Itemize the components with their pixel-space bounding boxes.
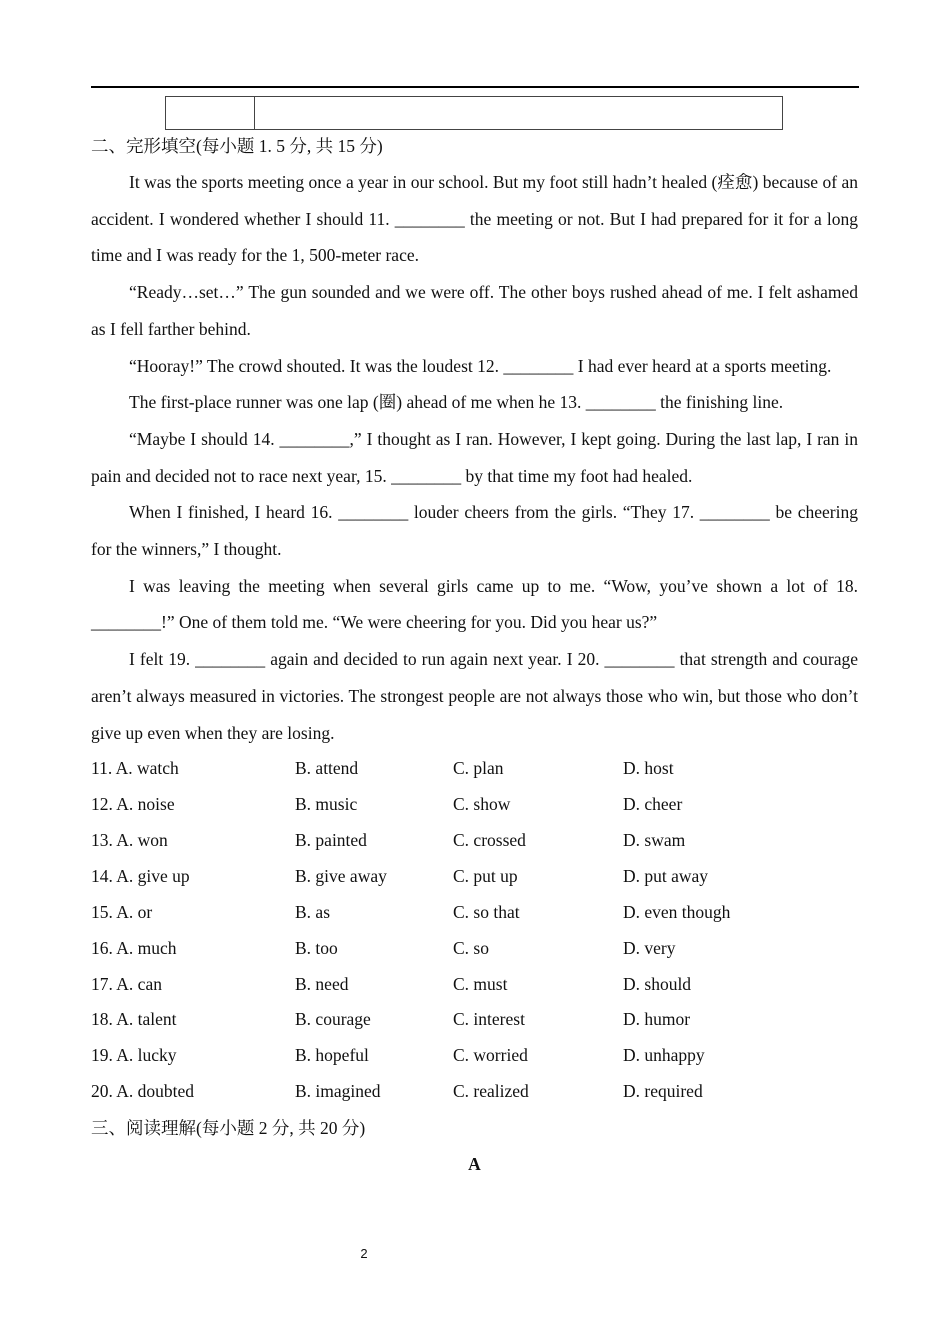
- option-d: D. very: [623, 937, 676, 958]
- option-a: 11. A. watch: [91, 758, 179, 779]
- reading-part-letter: A: [468, 1154, 481, 1175]
- section3-heading: 三、阅读理解(每小题 2 分, 共 20 分): [91, 1118, 366, 1139]
- option-c: C. so: [453, 937, 489, 958]
- option-d: D. swam: [623, 830, 686, 851]
- section2-heading: 二、完形填空(每小题 1. 5 分, 共 15 分): [91, 136, 383, 156]
- option-d: D. host: [623, 758, 674, 779]
- option-a: 16. A. much: [91, 937, 177, 958]
- score-box-label-cell: [166, 97, 255, 129]
- passage-paragraph: I felt 19. ________ again and decided to run again next year. I 20. ________ that strength and courage aren’t always measured in victories. The strongest people are not always those who win, but those who don’t give up even when they are losing.: [91, 649, 858, 743]
- option-d: D. put away: [623, 865, 709, 886]
- option-c: C. realized: [453, 1081, 529, 1102]
- option-b: B. painted: [295, 830, 367, 851]
- option-a: 12. A. noise: [91, 794, 175, 815]
- option-d: D. cheer: [623, 794, 683, 815]
- option-c: C. must: [453, 973, 508, 994]
- option-a: 19. A. lucky: [91, 1045, 177, 1066]
- option-row: [91, 859, 858, 895]
- score-box-value-cell: [255, 97, 782, 129]
- option-row: [91, 751, 858, 787]
- option-a: 18. A. talent: [91, 1009, 177, 1030]
- option-d: D. humor: [623, 1009, 691, 1030]
- header-rule: [91, 86, 859, 88]
- option-c: C. crossed: [453, 830, 526, 851]
- page-content: [91, 128, 858, 1182]
- option-c: C. put up: [453, 865, 518, 886]
- option-a: 13. A. won: [91, 830, 168, 851]
- passage-paragraph: The first-place runner was one lap (圈) ahead of me when he 13. ________ the finishing line.: [129, 392, 784, 413]
- passage-paragraph: “Ready…set…” The gun sounded and we were off. The other boys rushed ahead of me. I felt ashamed as I fell farther behind.: [91, 282, 858, 339]
- option-a: 20. A. doubted: [91, 1081, 195, 1102]
- option-b: B. courage: [295, 1009, 371, 1030]
- score-box: [165, 96, 783, 130]
- option-row: [91, 1038, 858, 1074]
- option-b: B. give away: [295, 865, 387, 886]
- option-row: [91, 1002, 858, 1038]
- option-d: D. unhappy: [623, 1045, 705, 1066]
- option-row: [91, 823, 858, 859]
- answer-options: [91, 751, 858, 1110]
- option-a: 15. A. or: [91, 901, 153, 922]
- option-c: C. interest: [453, 1009, 525, 1030]
- passage-paragraph: It was the sports meeting once a year in our school. But my foot still hadn’t healed (痊愈) because of an accident. I wondered whether I should 11. ________ the meeting or not. But I had prepared for it for a long time and I was ready for the 1, 500-meter race.: [91, 172, 858, 266]
- option-d: D. required: [623, 1081, 703, 1102]
- option-row: [91, 931, 858, 967]
- option-d: D. should: [623, 973, 692, 994]
- passage-paragraph: “Maybe I should 14. ________,” I thought as I ran. However, I kept going. During the last lap, I ran in pain and decided not to race next year, 15. ________ by that time my foot had healed.: [91, 428, 858, 486]
- option-b: B. too: [295, 937, 338, 958]
- option-b: B. attend: [295, 758, 359, 779]
- option-c: C. show: [453, 794, 511, 815]
- option-b: B. hopeful: [295, 1045, 369, 1066]
- option-a: 17. A. can: [91, 973, 162, 994]
- option-a: 14. A. give up: [91, 865, 190, 886]
- option-b: B. need: [295, 973, 349, 994]
- option-c: C. so that: [453, 901, 520, 922]
- option-c: C. plan: [453, 758, 504, 779]
- option-row: [91, 1074, 858, 1110]
- option-b: B. as: [295, 901, 330, 922]
- option-row: [91, 967, 858, 1003]
- option-row: [91, 895, 858, 931]
- option-d: D. even though: [623, 901, 731, 922]
- option-c: C. worried: [453, 1045, 528, 1066]
- passage-paragraph: When I finished, I heard 16. ________ louder cheers from the girls. “They 17. ________ be cheering for the winners,” I thought.: [91, 502, 858, 560]
- passage-paragraph: “Hooray!” The crowd shouted. It was the loudest 12. ________ I had ever heard at a sports meeting.: [129, 355, 832, 376]
- page-number: 2: [360, 1246, 368, 1261]
- cloze-passage: [91, 164, 858, 751]
- option-row: [91, 787, 858, 823]
- option-b: B. music: [295, 794, 358, 815]
- option-b: B. imagined: [295, 1081, 381, 1102]
- passage-paragraph: I was leaving the meeting when several girls came up to me. “Wow, you’ve shown a lot of 18. ________!” One of them told me. “We were cheering for you. Did you hear us?”: [91, 575, 858, 633]
